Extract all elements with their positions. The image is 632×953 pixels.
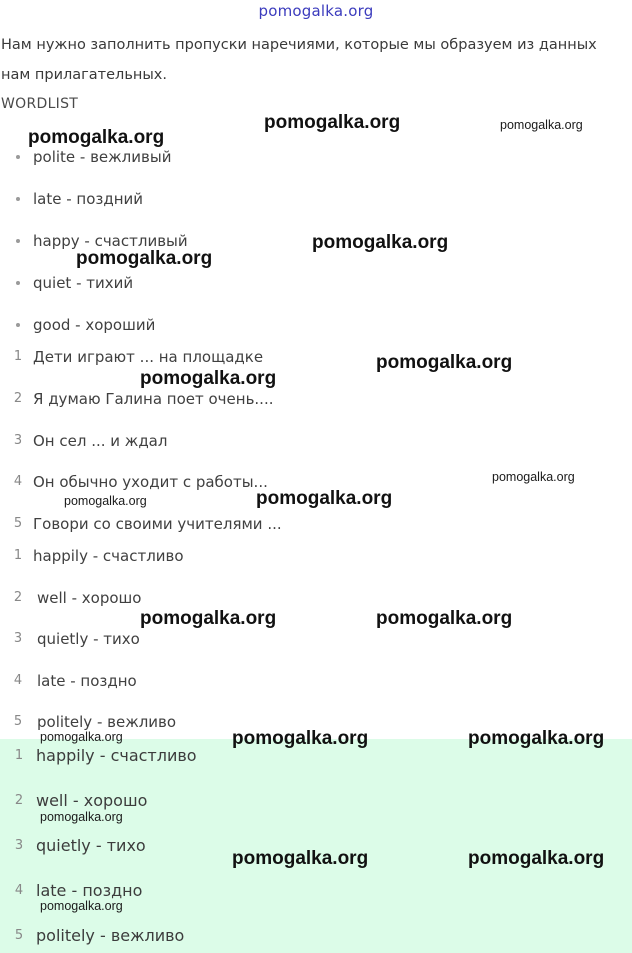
answer-number: 2: [13, 590, 23, 605]
bullet-icon: [16, 197, 20, 201]
sentence-number: 4: [13, 474, 23, 489]
watermark: pomogalka.org: [256, 488, 393, 509]
watermark: pomogalka.org: [140, 608, 277, 629]
highlighted-answer-number: 3: [14, 838, 24, 853]
highlighted-answer-number: 4: [14, 883, 24, 898]
highlighted-answer-text: well - хорошо: [36, 791, 148, 810]
answer-text: happily - счастливо: [33, 547, 184, 565]
bullet-icon: [16, 281, 20, 285]
watermark: pomogalka.org: [40, 899, 123, 913]
sentence-text: Дети играют ... на площадке: [33, 348, 264, 366]
wordlist-item-text: late - поздний: [33, 190, 144, 208]
watermark: pomogalka.org: [40, 730, 123, 744]
watermark: pomogalka.org: [376, 352, 513, 373]
watermark: pomogalka.org: [232, 728, 369, 749]
bullet-icon: [16, 323, 20, 327]
watermark: pomogalka.org: [468, 848, 605, 869]
site-header-logo[interactable]: pomogalka.org: [258, 2, 374, 20]
answer-text: quietly - тихо: [37, 630, 140, 648]
wordlist-item-text: good - хороший: [33, 316, 156, 334]
highlighted-answer-text: happily - счастливо: [36, 746, 197, 765]
watermark: pomogalka.org: [312, 232, 449, 253]
watermark: pomogalka.org: [492, 470, 575, 484]
wordlist-title: WORDLIST: [1, 96, 79, 112]
sentence-text: Он сел ... и ждал: [33, 432, 168, 450]
answer-number: 5: [13, 714, 23, 729]
watermark: pomogalka.org: [28, 127, 165, 148]
highlighted-answer-text: quietly - тихо: [36, 836, 146, 855]
sentence-number: 3: [13, 433, 23, 448]
sentence-number: 2: [13, 391, 23, 406]
wordlist-item-text: polite - вежливый: [33, 148, 172, 166]
intro-text: Нам нужно заполнить пропуски наречиями, которые мы образуем из данных нам прилагательных.: [1, 37, 597, 83]
answer-text: late - поздно: [37, 672, 137, 690]
sentence-number: 1: [13, 349, 23, 364]
answer-number: 4: [13, 673, 23, 688]
bullet-icon: [16, 239, 20, 243]
watermark: pomogalka.org: [140, 368, 277, 389]
watermark: pomogalka.org: [376, 608, 513, 629]
watermark: pomogalka.org: [64, 494, 147, 508]
wordlist-item-text: happy - счастливый: [33, 232, 188, 250]
watermark: pomogalka.org: [264, 112, 401, 133]
highlighted-answer-text: late - поздно: [36, 881, 143, 900]
sentence-number: 5: [13, 516, 23, 531]
answer-text: politely - вежливо: [37, 713, 177, 731]
watermark: pomogalka.org: [76, 248, 213, 269]
highlighted-answer-number: 5: [14, 928, 24, 943]
sentence-text: Я думаю Галина поет очень....: [33, 390, 274, 408]
watermark: pomogalka.org: [468, 728, 605, 749]
sentence-text: Он обычно уходит с работы...: [33, 473, 268, 491]
highlighted-answer-text: politely - вежливо: [36, 926, 185, 945]
sentence-text: Говори со своими учителями ...: [33, 515, 282, 533]
answer-number: 3: [13, 631, 23, 646]
bullet-icon: [16, 155, 20, 159]
watermark: pomogalka.org: [500, 118, 583, 132]
answer-text: well - хорошо: [37, 589, 142, 607]
watermark: pomogalka.org: [40, 810, 123, 824]
highlighted-answers-panel: [0, 739, 632, 953]
wordlist-item-text: quiet - тихий: [33, 274, 134, 292]
answer-number: 1: [13, 548, 23, 563]
watermark: pomogalka.org: [232, 848, 369, 869]
highlighted-answer-number: 2: [14, 793, 24, 808]
highlighted-answer-number: 1: [14, 748, 24, 763]
